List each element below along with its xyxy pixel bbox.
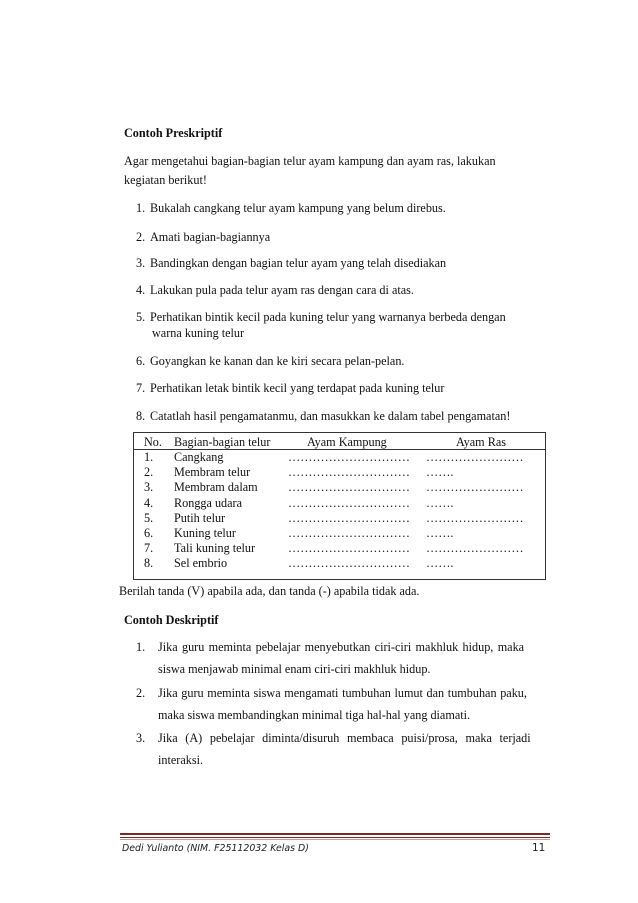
table-cell: …………………… [426,510,524,525]
desc-text: Jika (A) pebelajar diminta/disuruh membaca puisi/prosa, maka terjadi [158,731,531,745]
table-cell: …………………… [426,450,524,464]
step-text: Catatlah hasil pengamatanmu, dan masukkan ke dalam tabel pengamatan! [150,409,511,423]
footer-rule-thick [120,833,550,835]
step-item [136,256,446,271]
table-cell: Tali kuning telur [174,541,256,556]
table-col-no [144,450,153,572]
step-number: 1. [136,201,146,215]
table-cell: 4. [144,495,154,510]
table-cell: Membram telur [174,465,251,480]
step-number: 2. [136,230,146,244]
table-cell: Putih telur [174,510,226,525]
step-text: Goyangkan ke kanan dan ke kiri secara pelan-pelan. [150,354,405,368]
step-text: Perhatikan letak bintik kecil yang terdapat pada kuning telur [150,381,445,395]
table-col-ras [426,450,524,572]
table-header-part: Bagian-bagian telur [174,435,271,449]
table-cell: ………………………… [288,541,410,556]
desc-item [136,640,524,655]
footer-rule-thin [120,837,550,838]
step-text: Lakukan pula pada telur ayam ras dengan cara di atas. [150,283,414,297]
table-cell: ………………………… [288,465,410,480]
observation-table [133,432,546,580]
table-header-no: No. [144,435,162,449]
section-title-preskriptif: Contoh Preskriptif [124,126,223,140]
table-cell: Cangkang [174,450,224,464]
table-col-kampung [288,450,410,572]
table-cell: ……. [426,465,454,480]
desc-number: 3. [136,731,146,745]
table-cell: …………………… [426,541,524,556]
table-cell: 8. [144,556,154,571]
footer-author: Dedi Yulianto (NIM. F25112032 Kelas D) [122,843,309,854]
table-cell: Rongga udara [174,495,243,510]
step-number: 8. [136,409,146,423]
table-col-part [174,450,258,572]
desc-item [136,731,531,746]
table-header-ras: Ayam Ras [456,435,506,449]
step-item [136,381,444,396]
step-text: Bandingkan dengan bagian telur ayam yang telah disediakan [150,256,447,270]
table-cell: 7. [144,541,154,556]
footer-rule-light [120,839,550,840]
table-cell: Membram dalam [174,480,258,495]
table-cell: ………………………… [288,495,410,510]
desc-text: Jika guru meminta siswa mengamati tumbuhan lumut dan tumbuhan paku, [158,686,527,700]
table-cell: ………………………… [288,450,410,464]
table-cell: ………………………… [288,556,410,571]
table-cell: ……. [426,526,454,541]
step-item [136,201,446,216]
desc-item [136,686,527,701]
intro-line-1: Agar mengetahui bagian-bagian telur ayam kampung dan ayam ras, lakukan [124,154,496,168]
desc-continuation: siswa menjawab minimal enam ciri-ciri makhluk hidup. [158,662,431,676]
table-cell: 2. [144,465,154,480]
desc-continuation: interaksi. [158,753,204,767]
step-number: 3. [136,256,146,270]
table-cell: ……. [426,495,454,510]
table-cell: 6. [144,526,154,541]
step-text: Perhatikan bintik kecil pada kuning telur yang warnanya berbeda dengan [150,310,506,324]
desc-continuation: maka siswa membandingkan minimal tiga hal-hal yang diamati. [158,708,471,722]
table-cell: 5. [144,510,154,525]
step-text: Amati bagian-bagiannya [150,230,271,244]
step-item [136,310,506,325]
table-cell: ………………………… [288,480,410,495]
step-item [136,283,414,298]
intro-line-2: kegiatan berikut! [124,173,207,187]
table-cell: ………………………… [288,510,410,525]
step-number: 5. [136,310,146,324]
table-cell: …………………… [426,480,524,495]
step-number: 7. [136,381,146,395]
step-number: 6. [136,354,146,368]
page-number: 11 [532,842,546,854]
table-note: Berilah tanda (V) apabila ada, dan tanda (-) apabila tidak ada. [119,584,420,598]
step-number: 4. [136,283,146,297]
step-continuation: warna kuning telur [152,326,245,340]
desc-text: Jika guru meminta pebelajar menyebutkan ciri-ciri makhluk hidup, maka [158,640,525,654]
step-text: Bukalah cangkang telur ayam kampung yang belum direbus. [150,201,446,215]
section-title-deskriptif: Contoh Deskriptif [124,613,219,627]
table-header-kampung: Ayam Kampung [307,435,387,449]
table-cell: 3. [144,480,154,495]
step-item [136,354,404,369]
step-item [136,230,270,245]
table-cell: ……. [426,556,454,571]
table-cell: 1. [144,450,154,464]
table-cell: Kuning telur [174,526,236,541]
table-cell: ………………………… [288,526,410,541]
desc-number: 2. [136,686,146,700]
table-cell: Sel embrio [174,556,228,571]
step-item [136,409,510,424]
desc-number: 1. [136,640,146,654]
